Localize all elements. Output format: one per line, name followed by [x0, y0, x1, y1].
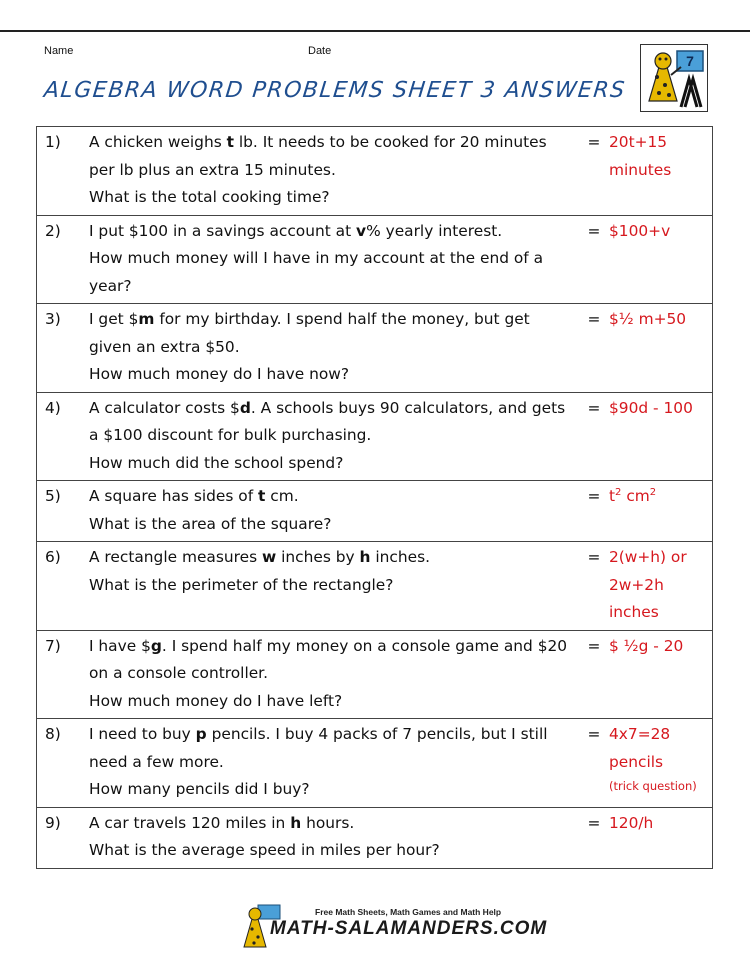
question-line	[89, 572, 577, 600]
problem-row	[37, 719, 713, 808]
answer	[607, 630, 713, 719]
answer-line: $ ½g - 20	[609, 636, 684, 655]
question-text: cm.	[265, 487, 299, 505]
answer-line: 4x7=28	[609, 725, 671, 743]
question-line	[89, 334, 577, 362]
question-text: on a console controller.	[89, 664, 268, 682]
question-line	[89, 129, 577, 157]
problem-number: 5)	[37, 481, 90, 542]
answer-line: minutes	[609, 160, 672, 179]
question-text: year?	[89, 276, 132, 295]
problem-question	[89, 807, 581, 868]
question-line	[89, 721, 577, 749]
question-line	[89, 688, 577, 716]
question-text: What is the total cooking time?	[89, 188, 330, 206]
variable-text: v	[356, 221, 367, 240]
question-text: How many pencils did I buy?	[89, 780, 310, 798]
problem-row	[37, 215, 713, 304]
question-text: I put $100 in a savings account at	[89, 221, 357, 240]
equals-sign: =	[581, 719, 607, 808]
variable-text: t	[226, 133, 234, 151]
question-text: A square has sides of	[89, 487, 259, 505]
equals-sign: =	[581, 304, 607, 393]
question-text: I get $	[89, 310, 139, 328]
question-text: for my birthday. I spend half the money, but get	[154, 310, 530, 328]
answer	[607, 542, 713, 631]
question-line	[89, 361, 577, 389]
answer-line: 2(w+h) or	[609, 548, 687, 566]
variable-text: d	[239, 398, 251, 417]
question-text: A calculator costs $	[89, 398, 240, 417]
question-text: How much money do I have now?	[89, 365, 350, 383]
answer	[607, 392, 713, 481]
question-text: inches.	[370, 548, 431, 566]
problem-row	[37, 481, 713, 542]
answer	[607, 719, 713, 808]
footer-tagline: Free Math Sheets, Math Games and Math Help	[315, 907, 502, 917]
question-text: What is the area of the square?	[89, 514, 332, 533]
problem-number: 1)	[37, 127, 90, 216]
problem-question	[89, 215, 581, 304]
question-text: I have $	[89, 636, 151, 655]
question-line	[89, 157, 577, 185]
problem-number: 7)	[37, 630, 90, 719]
variable-text: g	[150, 636, 162, 655]
question-line	[89, 184, 577, 212]
name-label: Name	[44, 45, 74, 57]
question-text: How much money will I have in my account at the end of a	[89, 249, 544, 267]
answer-line: $100+v	[609, 221, 671, 240]
answer	[607, 807, 713, 868]
question-line	[89, 395, 577, 423]
answer-line: 20t+15	[609, 133, 668, 151]
exponent: 2	[615, 487, 622, 498]
question-line	[89, 273, 577, 301]
problem-row	[37, 542, 713, 631]
variable-text: t	[258, 487, 266, 505]
variable-text: h	[359, 548, 371, 566]
answer-text: t	[609, 487, 616, 505]
question-text: inches by	[276, 548, 360, 566]
answer-line: pencils	[609, 752, 664, 771]
question-text: A car travels 120 miles in	[89, 813, 291, 832]
problem-number: 2)	[37, 215, 90, 304]
salamander-icon	[641, 45, 707, 111]
variable-text: m	[138, 310, 155, 328]
problem-row	[37, 630, 713, 719]
equals-sign: =	[581, 630, 607, 719]
question-text: % yearly interest.	[366, 221, 503, 240]
question-line	[89, 422, 577, 450]
question-line	[89, 483, 577, 511]
question-text: A chicken weighs	[89, 133, 227, 151]
problem-row	[37, 304, 713, 393]
question-text: . A schools buys 90 calculators, and gets	[250, 398, 566, 417]
question-text: given an extra $50.	[89, 337, 240, 356]
problem-question	[89, 392, 581, 481]
equals-sign: =	[581, 127, 607, 216]
equals-sign: =	[581, 215, 607, 304]
question-line	[89, 837, 577, 865]
equals-sign: =	[581, 807, 607, 868]
answer-line: inches	[609, 603, 659, 621]
question-text: . I spend half my money on a console game and $20	[161, 636, 568, 655]
answer-line: 2w+2h	[609, 575, 664, 594]
exponent: 2	[649, 487, 657, 498]
variable-text: h	[290, 813, 302, 832]
problem-row	[37, 127, 713, 216]
problem-question	[89, 481, 581, 542]
equals-sign: =	[581, 392, 607, 481]
date-label: Date	[308, 45, 332, 57]
question-line	[89, 450, 577, 478]
problem-number: 3)	[37, 304, 90, 393]
question-text: How much money do I have left?	[89, 691, 343, 710]
footer-site-logo: MATH-SALAMANDERS.COM	[270, 918, 548, 939]
answer-line: $½ m+50	[609, 310, 687, 328]
question-line	[89, 749, 577, 777]
variable-text: w	[262, 548, 277, 566]
equals-sign: =	[581, 481, 607, 542]
page-title: ALGEBRA WORD PROBLEMS SHEET 3 ANSWERS	[42, 78, 627, 103]
answer	[607, 127, 713, 216]
answer	[607, 304, 713, 393]
problem-row	[37, 392, 713, 481]
problem-number: 8)	[37, 719, 90, 808]
problems-table	[36, 126, 713, 869]
problem-question	[89, 630, 581, 719]
problem-question	[89, 304, 581, 393]
question-text: What is the perimeter of the rectangle?	[89, 575, 394, 594]
question-line	[89, 633, 577, 661]
problem-number: 6)	[37, 542, 90, 631]
answer	[607, 481, 713, 542]
question-text: I need to buy	[89, 725, 196, 743]
question-text: need a few more.	[89, 752, 224, 771]
question-line	[89, 544, 577, 572]
equals-sign: =	[581, 542, 607, 631]
answer-line: 120/h	[609, 813, 654, 832]
answer	[607, 215, 713, 304]
question-text: pencils. I buy 4 packs of 7 pencils, but I still	[206, 725, 548, 743]
question-line	[89, 660, 577, 688]
variable-text: p	[195, 725, 207, 743]
problem-question	[89, 127, 581, 216]
problem-question	[89, 542, 581, 631]
logo-badge-text: 7	[686, 53, 694, 69]
answer-line: $90d - 100	[609, 398, 693, 417]
question-line	[89, 810, 577, 838]
question-line	[89, 511, 577, 539]
answer-note: (trick question)	[609, 779, 697, 793]
question-text: lb. It needs to be cooked for 20 minutes	[233, 133, 547, 151]
problem-number: 4)	[37, 392, 90, 481]
question-line	[89, 218, 577, 246]
question-text: How much did the school spend?	[89, 453, 344, 472]
problem-question	[89, 719, 581, 808]
question-text: per lb plus an extra 15 minutes.	[89, 160, 336, 179]
question-line	[89, 245, 577, 273]
question-text: hours.	[301, 813, 355, 832]
answer-text: cm	[621, 487, 650, 505]
problem-row	[37, 807, 713, 868]
salamander-logo	[640, 44, 708, 112]
question-text: What is the average speed in miles per hour?	[89, 841, 440, 859]
question-line	[89, 776, 577, 804]
top-rule	[0, 30, 750, 32]
question-line	[89, 306, 577, 334]
problem-number: 9)	[37, 807, 90, 868]
question-text: a $100 discount for bulk purchasing.	[89, 426, 372, 444]
answer-line	[609, 483, 708, 511]
question-text: A rectangle measures	[89, 548, 263, 566]
